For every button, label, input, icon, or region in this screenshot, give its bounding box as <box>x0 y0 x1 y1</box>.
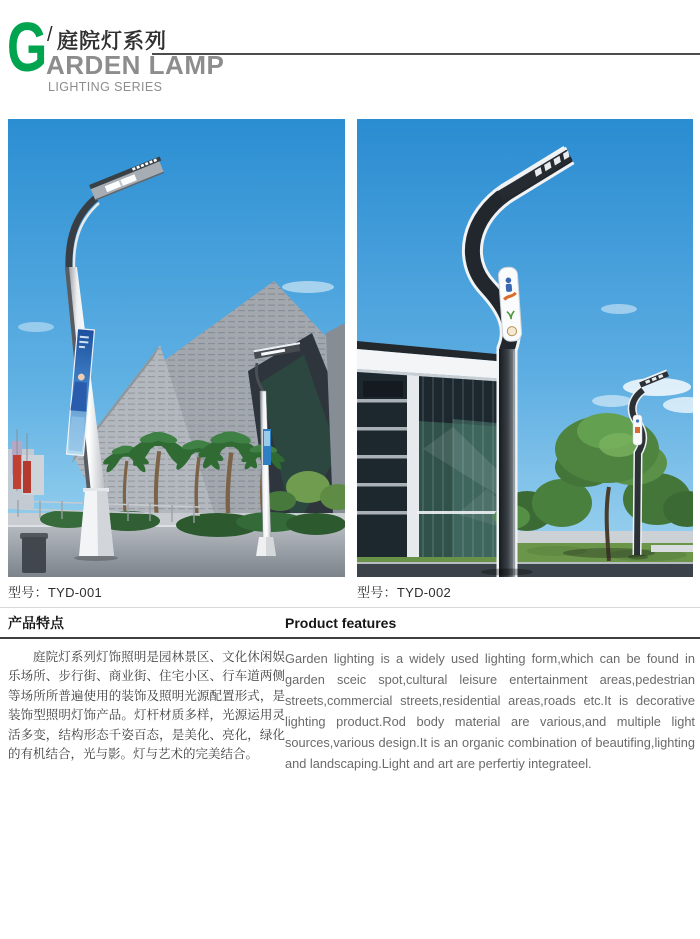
pavement <box>507 531 693 543</box>
product-photo-tyd-001 <box>8 119 345 577</box>
office-building <box>357 341 507 557</box>
product-photo-tyd-002 <box>357 119 693 577</box>
road <box>8 527 345 577</box>
trash-bin <box>20 533 48 573</box>
series-title-english: ARDEN LAMP <box>46 50 225 80</box>
features-headings-row <box>0 608 700 637</box>
series-subtitle: LIGHTING SERIES <box>48 80 163 94</box>
series-title-chinese: 庭院灯系列 <box>57 30 167 53</box>
product-photos-row <box>8 119 693 601</box>
features-body-english: Garden lighting is a widely used lighting form,which can be found in garden sceic spot,cultural leisure entertainment areas,pedestrian streets,commercial streets,residential areas,roads etc.It is decorative lighting product.Rod body material are various,and multiple light sources,various design.It is an organic combination of beautifing,lighting and landscaping.Light and art are perfertiy integrateel. <box>285 650 695 771</box>
curb <box>357 562 693 564</box>
logo-letter-g: G <box>7 8 48 86</box>
product-figure-tyd-001 <box>8 119 345 601</box>
model-label-tyd-001: 型号：TYD-001 <box>8 585 103 600</box>
header-rule <box>152 53 700 55</box>
features-section <box>0 607 700 774</box>
model-label-tyd-002: 型号：TYD-002 <box>357 585 452 600</box>
features-heading-english: Product features <box>285 615 397 631</box>
features-heading-chinese: 产品特点 <box>8 615 64 631</box>
features-body-row <box>0 639 700 774</box>
lamp-pole-lower <box>499 349 515 577</box>
product-figure-tyd-002 <box>357 119 693 601</box>
logo-slash: / <box>47 24 53 46</box>
white-wall <box>651 545 693 552</box>
features-body-chinese: 庭院灯系列灯饰照明是园林景区、文化休闲娱乐场所、步行街、商业街、住宅小区、行车道两侧等场所所普遍使用的装饰及照明光源配置形式，是装饰型照明灯饰产品。灯杆材质多样，光源运用灵活多变，结构形态千姿百态，是美化、亮化，绿化的有机结合，光与影。灯与艺术的完美结合。 <box>8 649 285 761</box>
page-header <box>0 0 700 110</box>
